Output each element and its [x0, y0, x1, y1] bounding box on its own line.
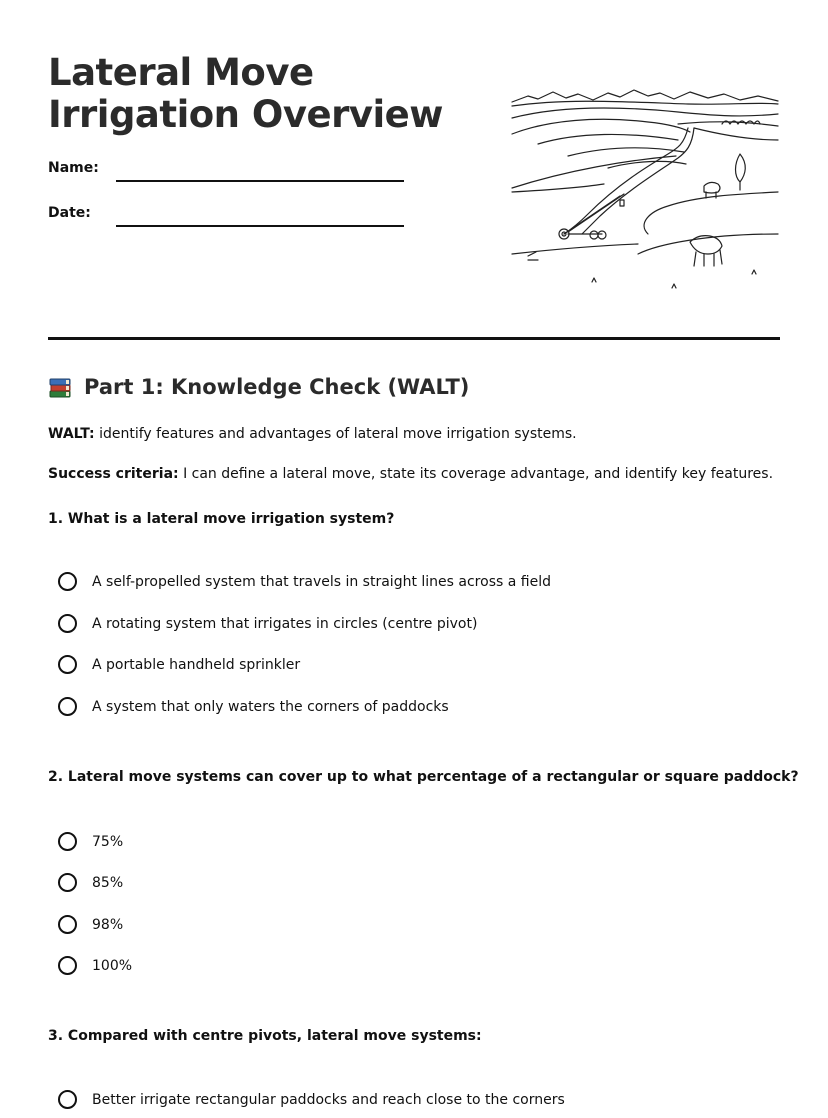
date-label: Date: [48, 205, 91, 221]
q1-option-a[interactable] [58, 572, 551, 591]
q2-option-d[interactable] [58, 956, 132, 975]
page-title: Lateral Move Irrigation Overview [48, 51, 443, 136]
option-label: 75% [92, 833, 124, 850]
radio-button[interactable] [58, 572, 77, 591]
option-label: Better irrigate rectangular paddocks and reach close to the corners [92, 1091, 565, 1108]
radio-button[interactable] [58, 1090, 77, 1109]
option-label: 98% [92, 916, 124, 933]
option-label: A portable handheld sprinkler [92, 656, 301, 673]
section-divider [48, 337, 780, 340]
q2-option-b[interactable] [58, 873, 123, 892]
option-label: A rotating system that irrigates in circles (centre pivot) [92, 615, 478, 632]
option-label: A self-propelled system that travels in straight lines across a field [92, 573, 551, 590]
section-heading [48, 374, 469, 400]
farm-irrigation-illustration [508, 84, 784, 304]
question-3: 3. Compared with centre pivots, lateral move systems: [48, 1028, 482, 1044]
q2-option-a[interactable] [58, 832, 123, 851]
option-label: 100% [92, 957, 133, 974]
walt-text: identify features and advantages of lateral move irrigation systems. [94, 426, 577, 442]
radio-button[interactable] [58, 873, 77, 892]
q1-option-c[interactable] [58, 655, 300, 674]
section-heading-text: Part 1: Knowledge Check (WALT) [84, 375, 470, 399]
q2-option-c[interactable] [58, 915, 123, 934]
name-label: Name: [48, 160, 99, 176]
radio-button[interactable] [58, 832, 77, 851]
success-criteria-label: Success criteria: [48, 466, 179, 482]
radio-button[interactable] [58, 915, 77, 934]
success-criteria-text: I can define a lateral move, state its coverage advantage, and identify key features. [178, 466, 774, 482]
option-label: A system that only waters the corners of paddocks [92, 698, 449, 715]
q3-option-a[interactable] [58, 1090, 565, 1109]
walt-label: WALT: [48, 426, 95, 442]
radio-button[interactable] [58, 956, 77, 975]
question-1: 1. What is a lateral move irrigation system? [48, 511, 395, 527]
date-field[interactable] [116, 225, 404, 227]
radio-button[interactable] [58, 697, 77, 716]
success-criteria [48, 466, 773, 482]
question-2: 2. Lateral move systems can cover up to what percentage of a rectangular or square paddock? [48, 769, 799, 785]
books-icon [48, 374, 72, 400]
radio-button[interactable] [58, 614, 77, 633]
q1-option-d[interactable] [58, 697, 449, 716]
name-field[interactable] [116, 180, 404, 182]
radio-button[interactable] [58, 655, 77, 674]
q1-option-b[interactable] [58, 614, 477, 633]
option-label: 85% [92, 874, 124, 891]
walt-statement [48, 426, 577, 442]
